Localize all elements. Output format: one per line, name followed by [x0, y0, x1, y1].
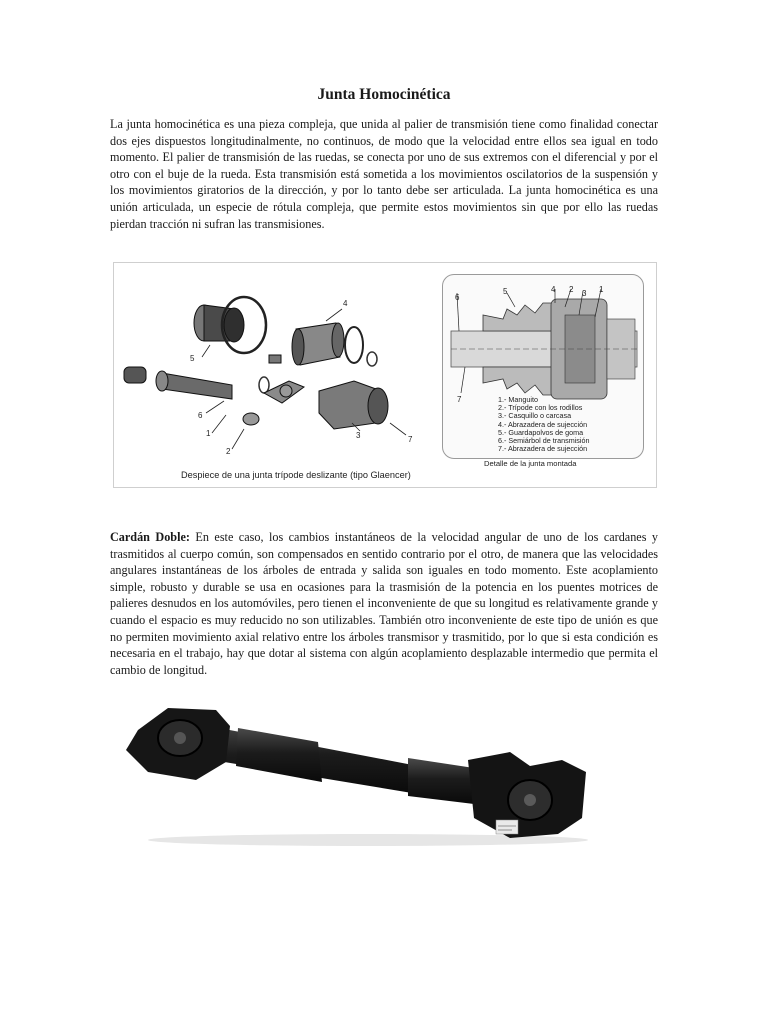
callout-number: 3	[356, 431, 361, 440]
figure-caption-detail: Detalle de la junta montada	[484, 459, 577, 468]
callout-number: 1	[206, 429, 211, 438]
legend-item: 4.- Abrazadera de sujección	[498, 419, 588, 429]
legend-item: 7.- Abrazadera de sujección	[498, 444, 588, 454]
callout-number: 1	[599, 285, 604, 294]
callout-number: 7	[408, 435, 413, 444]
callout-number: 2	[569, 285, 574, 294]
callout-number: 7	[457, 395, 462, 404]
paragraph-lead-term: Cardán Doble:	[110, 530, 190, 544]
callout-number: 5	[503, 287, 508, 296]
double-cardan-shaft-photo	[118, 700, 592, 850]
legend-item: 1.- Manguito	[498, 395, 538, 404]
callout-number: 6	[455, 293, 460, 302]
paragraph-junta-homocinetica: La junta homocinética es una pieza compleja, que unida al palier de transmisión tiene como finalidad conectar dos ejes dispuestos longitudinalmente, no continuos, de modo que la velocidad entre ellos sea igual en todo momento. El palier de transmisión de las ruedas, se conecta por uno de sus extremos con el diferencial y por el otro con el buje de la rueda. Esta transmisión está sometida a los movimientos oscilatorios de la suspensión y los movimientos giratorios de la dirección, y por lo tanto debe ser articulada. La junta homocinética es una unión articulada, un especie de rótula compleja, que permite estos movimientos sin que por ello las ruedas pierdan tracción ni sufran las transmisiones.	[110, 117, 658, 231]
figure-caption-exploded: Despiece de una junta trípode deslizante (tipo Glaencer)	[181, 470, 411, 480]
callout-number: 3	[582, 289, 587, 298]
callout-number: 2	[226, 447, 231, 456]
callout-number: 5	[190, 354, 195, 363]
paragraph-cardan-doble	[110, 529, 658, 678]
legend-item: 2.- Trípode con los rodillos	[498, 403, 583, 413]
legend-item: 3.- Casquillo o carcasa	[498, 411, 572, 421]
legend-item: 6.- Semiárbol de transmisión	[498, 436, 590, 446]
parts-legend	[498, 396, 589, 453]
callout-number: 4	[551, 285, 556, 294]
paragraph-body: En este caso, los cambios instantáneos de la velocidad angular de uno de los cardanes y trasmitidos al cuerpo común, son compensados en sentido contrario por el otro, de manera que las velocidades angulares instantáneas de los árboles de entrada y salida son iguales en todo momento. Este acoplamiento simple, robusto y durable se usa en ocasiones para la trasmisión de la potencia en los puentes motrices de palieres desnudos en los automóviles, pero tienen el inconveniente de que su longitud es relativamente grande y cuando el espacio es muy reducido no son utilizables. También otro inconveniente de este tipo de unión es que no permiten movimiento axial relativo entre los árboles transmisor y trasmitido, por lo que si esta condición es necesaria en el trabajo, hay que dotar al sistema con algún acoplamiento desplazable intermedio que permita el cambio de longitud.	[110, 530, 658, 677]
callout-number: 6	[198, 411, 203, 420]
callout-number: 4	[343, 299, 348, 308]
document-title: Junta Homocinética	[317, 86, 451, 103]
exploded-joint-figure	[113, 262, 657, 488]
legend-item: 5.- Guardapolvos de goma	[498, 427, 584, 437]
